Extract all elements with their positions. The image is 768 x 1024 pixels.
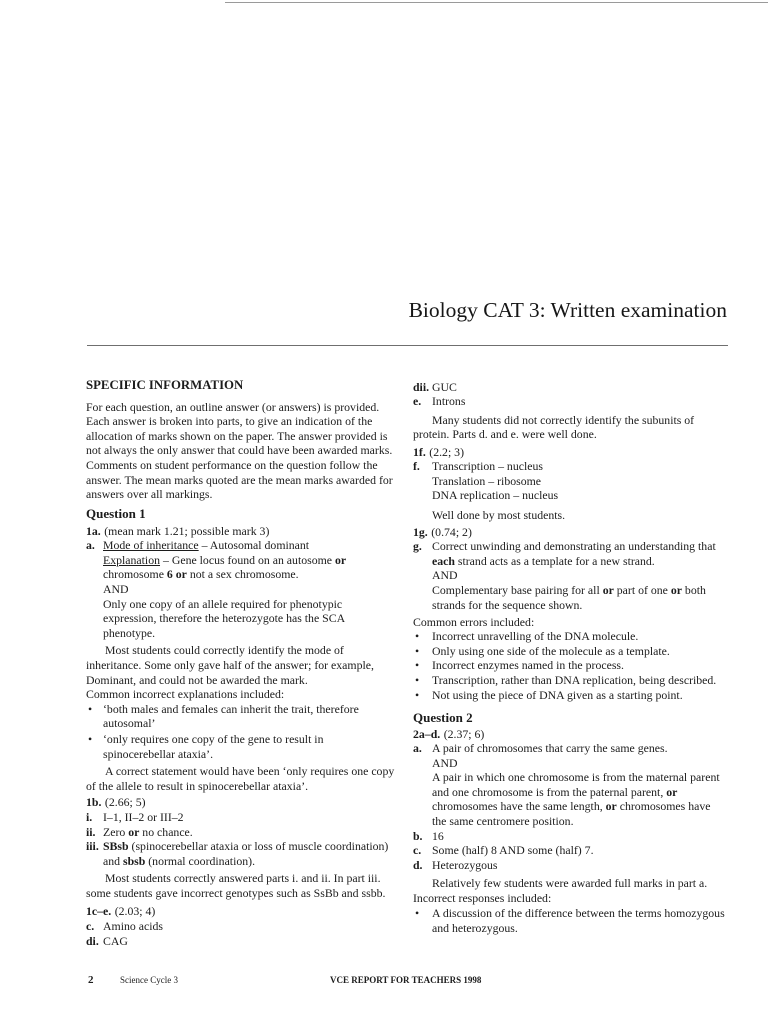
footer-report-title: VCE REPORT FOR TEACHERS 1998: [330, 975, 482, 985]
intro-line: allocation of marks shown on the paper. The answer provided is: [86, 428, 388, 443]
answer-label: c.: [413, 843, 422, 858]
chromosome-number: 6: [166, 567, 173, 582]
or-word: or: [334, 552, 347, 567]
answer-text: part of one: [613, 582, 671, 597]
part-1a-line: [86, 524, 398, 539]
answer-a-line: [413, 741, 735, 756]
genotype: SBsb: [103, 839, 129, 854]
question-2-heading: Question 2: [413, 709, 473, 725]
answer-text: Amino acids: [103, 918, 163, 933]
answer-iii-continuation: [86, 854, 398, 869]
footer-series: Science Cycle 3: [120, 975, 178, 985]
answer-text: and one chromosome is from the paternal parent,: [432, 784, 667, 799]
answer-text: and: [103, 853, 123, 868]
question-1-heading: Question 1: [86, 505, 146, 521]
answer-label: e.: [413, 394, 422, 409]
or-word: or: [605, 799, 617, 814]
part-label: 1b.: [86, 795, 102, 810]
answer-text: chromosomes have the same length,: [432, 799, 606, 814]
footer-page-number: 2: [88, 974, 94, 986]
answer-label: a.: [86, 538, 95, 553]
answer-dii-line: [413, 380, 735, 395]
answer-line: strands for the sequence shown.: [432, 597, 583, 612]
answer-b-line: [413, 829, 735, 844]
answer-i-line: [86, 810, 398, 825]
or-word: or: [670, 582, 682, 597]
comment-line: of the allele to result in spinocerebellar ataxia’.: [86, 779, 309, 793]
page-title: Biology CAT 3: Written examination: [408, 298, 727, 322]
and-line: AND: [432, 755, 458, 770]
section-heading: SPECIFIC INFORMATION: [86, 378, 244, 392]
bullet-continuation: autosomal’: [103, 716, 156, 731]
comment-line: A correct statement would have been ‘only requires one copy: [105, 764, 395, 779]
part-marks: (mean mark 1.21; possible mark 3): [104, 523, 270, 538]
part-label: 1g.: [413, 524, 428, 539]
part-1b-line: [86, 795, 398, 810]
part-label: 1a.: [86, 523, 101, 538]
answer-di-line: [86, 934, 398, 949]
or-word: or: [175, 567, 187, 582]
answer-label: b.: [413, 828, 423, 843]
answer-line: [413, 799, 735, 814]
answer-text: Introns: [432, 394, 466, 409]
answer-text: Transcription – nucleus: [432, 459, 543, 474]
intro-line: Comments on student performance on the question follow the: [86, 458, 378, 473]
answer-label: d.: [413, 857, 423, 872]
answer-text: Heterozygous: [432, 857, 498, 872]
left-column: [86, 377, 398, 948]
part-marks: (0.74; 2): [431, 524, 472, 539]
explanation-term: Explanation: [103, 552, 161, 567]
part-1c-e-line: [86, 904, 398, 919]
answer-label: di.: [86, 933, 99, 948]
answer-line: Translation – ribosome: [432, 473, 542, 488]
title-rule: [87, 345, 728, 346]
answer-text: Some (half) 8 AND some (half) 7.: [432, 843, 594, 858]
or-word: or: [128, 824, 140, 839]
answer-text: CAG: [103, 933, 128, 948]
answer-line: [413, 554, 735, 569]
bullet-continuation: spinocerebellar ataxia’.: [103, 747, 214, 762]
chromosome-rest: not a sex chromosome.: [186, 567, 299, 582]
answer-line: phenotype.: [103, 625, 156, 640]
answer-a-mode-line: [86, 538, 398, 553]
part-1g-line: [413, 525, 735, 540]
answer-label: f.: [413, 459, 420, 474]
answer-text: (spinocerebellar ataxia or loss of muscle coordination): [128, 839, 389, 854]
bullet-continuation: and heterozygous.: [432, 921, 518, 936]
right-column: [413, 380, 735, 936]
intro-line: For each question, an outline answer (or answers) is provided.: [86, 399, 380, 414]
answer-text: I–1, II–2 or III–2: [103, 809, 184, 824]
answer-text: Zero: [103, 824, 129, 839]
answer-line: [413, 785, 735, 800]
intro-line: answer. The mean marks quoted are the mean marks awarded for: [86, 472, 393, 487]
top-edge-line: [225, 2, 768, 3]
answer-text: (normal coordination).: [145, 853, 256, 868]
comment-line: some students gave incorrect genotypes such as SsBb and ssbb.: [86, 885, 386, 900]
part-marks: (2.2; 3): [429, 444, 465, 459]
comment-line: Common errors included:: [413, 614, 535, 629]
comment-line: Incorrect responses included:: [413, 891, 552, 906]
answer-label: g.: [413, 539, 422, 554]
comment-line: Dominant, and could not be awarded the mark.: [86, 672, 308, 687]
comment-line: Most students could correctly identify the mode of: [105, 643, 344, 658]
answer-d-line: [413, 858, 735, 873]
answer-text: A pair of chromosomes that carry the same genes.: [432, 741, 668, 756]
answer-label: dii.: [413, 379, 430, 394]
part-label: 1f.: [413, 444, 426, 459]
answer-line: Only one copy of an allele required for phenotypic: [103, 596, 343, 611]
and-line: AND: [103, 581, 129, 596]
mode-term: Mode of inheritance: [103, 538, 199, 553]
answer-label: i.: [86, 809, 93, 824]
part-2a-d-line: [413, 727, 735, 742]
bullet-item: • Incorrect enzymes named in the process.: [413, 658, 735, 673]
answer-iii-line: [86, 839, 398, 854]
answer-text: Correct unwinding and demonstrating an understanding that: [432, 539, 716, 554]
answer-text: 16: [432, 828, 444, 843]
part-label: 2a–d.: [413, 726, 441, 741]
or-word: or: [602, 582, 614, 597]
comment-line: Well done by most students.: [432, 507, 566, 522]
comment-line: protein. Parts d. and e. were well done.: [413, 427, 597, 442]
bullet-item: • ‘both males and females can inherit the trait, therefore: [86, 702, 398, 717]
answer-a-explanation-line: [86, 553, 398, 568]
answer-f-line: [413, 459, 735, 474]
explanation-text: – Gene locus found on an autosome: [160, 552, 335, 567]
intro-line: Each answer is broken into parts, to give an indication of the: [86, 414, 373, 429]
answer-text: chromosomes have: [616, 799, 711, 814]
part-marks: (2.03; 4): [114, 904, 156, 919]
answer-ii-line: [86, 825, 398, 840]
bullet-item: • Incorrect unravelling of the DNA molecule.: [413, 629, 735, 644]
bullet-item: • A discussion of the difference between the terms homozygous: [413, 906, 735, 921]
comment-line: Many students did not correctly identify the subunits of: [432, 412, 695, 427]
answer-label: iii.: [86, 839, 99, 854]
bullet-item: • Transcription, rather than DNA replication, being described.: [413, 673, 735, 688]
answer-text: strand acts as a template for a new strand.: [454, 553, 655, 568]
answer-c-line: [413, 843, 735, 858]
answer-text: no chance.: [139, 824, 193, 839]
genotype: sbsb: [122, 853, 146, 868]
or-word: or: [666, 784, 678, 799]
answer-line: the same centromere position.: [432, 814, 574, 829]
answer-text: both: [681, 582, 706, 597]
and-line: AND: [432, 568, 458, 583]
answer-line: A pair in which one chromosome is from the maternal parent: [432, 770, 720, 785]
part-marks: (2.37; 6): [443, 726, 485, 741]
answer-g-line: [413, 539, 735, 554]
chromosome-text: chromosome: [103, 567, 167, 582]
bullet-item: • ‘only requires one copy of the gene to result in: [86, 732, 398, 747]
comment-line: Relatively few students were awarded full marks in part a.: [432, 876, 708, 891]
part-label: 1c–e.: [86, 904, 112, 919]
bullet-item: • Not using the piece of DNA given as a starting point.: [413, 688, 735, 703]
comment-line: inheritance. Some only gave half of the answer; for example,: [86, 658, 374, 673]
answer-a-chromosome-line: [86, 567, 398, 582]
intro-line: not always the only answer that could have been awarded marks.: [86, 443, 393, 458]
emphasis-word: each: [432, 553, 455, 568]
answer-e-line: [413, 394, 735, 409]
answer-label: a.: [413, 741, 422, 756]
part-marks: (2.66; 5): [104, 795, 146, 810]
answer-text: Complementary base pairing for all: [432, 582, 603, 597]
answer-text: GUC: [432, 379, 457, 394]
answer-line: DNA replication – nucleus: [432, 488, 559, 503]
mode-text: – Autosomal dominant: [198, 538, 310, 553]
answer-line: expression, therefore the heterozygote has the SCA: [103, 611, 346, 626]
answer-label: ii.: [86, 824, 96, 839]
comment-line: Most students correctly answered parts i. and ii. In part iii.: [105, 871, 381, 886]
part-1f-line: [413, 445, 735, 460]
bullet-item: • Only using one side of the molecule as a template.: [413, 644, 735, 659]
intro-line: answers over all markings.: [86, 487, 213, 502]
comment-line: Common incorrect explanations included:: [86, 687, 285, 702]
answer-label: c.: [86, 918, 95, 933]
answer-c-line: [86, 919, 398, 934]
answer-line: [413, 583, 735, 598]
